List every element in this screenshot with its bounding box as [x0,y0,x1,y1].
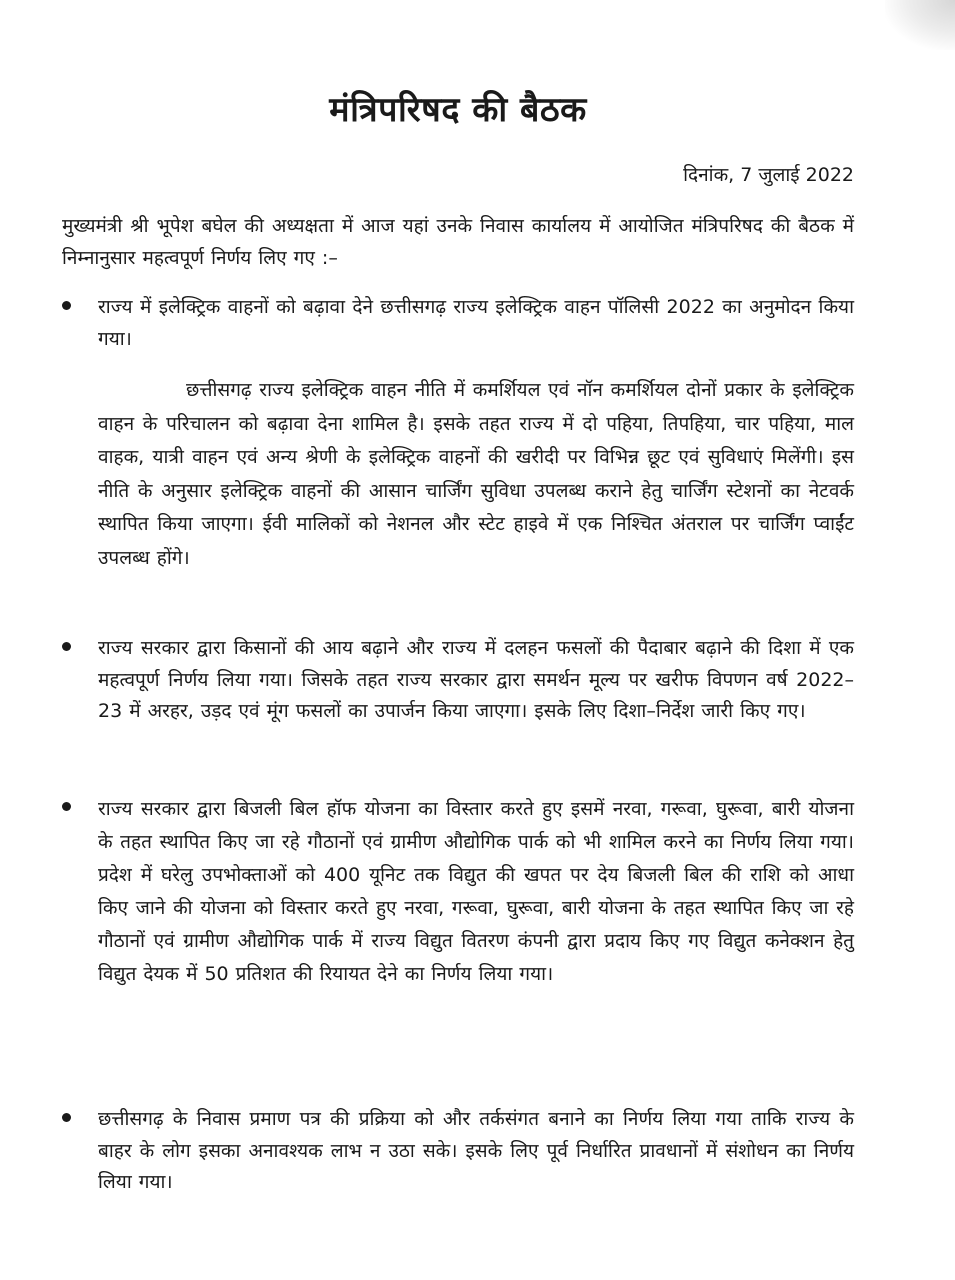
bullet-icon [62,301,71,310]
intro-paragraph: मुख्यमंत्री श्री भूपेश बघेल की अध्यक्षता में आज यहां उनके निवास कार्यालय में आयोजित मंत्रिपरिषद की बैठक में निम्नानुसार महत्वपूर्ण निर्णय लिए गए :– [62,215,854,269]
decision-item-electricity-bill-scheme [62,793,854,991]
decision-text: राज्य सरकार द्वारा बिजली बिल हॉफ योजना का विस्तार करते हुए इसमें नरवा, गरूवा, घुरूवा, बारी योजना के तहत स्थापित किए जा रहे गौठानों एवं ग्रामीण औद्योगिक पार्क को भी शामिल करने का निर्णय लिया गया। प्रदेश में घरेलु उपभोक्ताओं को 400 यूनिट तक विद्युत की खपत पर देय बिजली बिल की राशि को आधा किए जाने की योजना को विस्तार करते हुए नरवा, गरूवा, घुरूवा, बारी योजना के तहत स्थापित किए जा रहे गौठानों एवं ग्रामीण औद्योगिक पार्क में राज्य विद्युत वितरण कंपनी द्वारा प्रदाय किए गए विद्युत कनेक्शन हेतु विद्युत देयक में 50 प्रतिशत की रियायत देने का निर्णय लिया गया। [98,798,854,985]
decision-item-domicile-certificate [62,1104,854,1199]
decision-text: छत्तीसगढ़ के निवास प्रमाण पत्र की प्रक्रिया को और तर्कसंगत बनाने का निर्णय लिया गया ताकि राज्य के बाहर के लोग इसका अनावश्यक लाभ न उठा सके। इसके लिए पूर्व निर्धारित प्रावधानों में संशोधन का निर्णय लिया गया। [98,1108,854,1193]
bullet-icon [62,1113,71,1122]
page-corner-shadow [885,0,955,50]
decision-item-ev-policy [62,292,854,355]
bullet-icon [62,802,71,811]
decision-text: राज्य में इलेक्ट्रिक वाहनों को बढ़ावा देने छत्तीसगढ़ राज्य इलेक्ट्रिक वाहन पॉलिसी 2022 का अनुमोदन किया गया। [98,296,854,350]
decision-item-pulses-procurement [62,633,854,728]
decision-text: राज्य सरकार द्वारा किसानों की आय बढ़ाने और राज्य में दलहन फसलों की पैदाबार बढ़ाने की दिशा में एक महत्वपूर्ण निर्णय लिया गया। जिसके तहत राज्य सरकार द्वारा समर्थन मूल्य पर खरीफ विपणन वर्ष 2022–23 में अरहर, उड़द एवं मूंग फसलों का उपार्जन किया जाएगा। इसके लिए दिशा–निर्देश जारी किए गए। [98,637,854,722]
ev-policy-detail-paragraph: छत्तीसगढ़ राज्य इलेक्ट्रिक वाहन नीति में कमर्शियल एवं नॉन कमर्शियल दोनों प्रकार के इलेक्ट्रिक वाहन के परिचालन को बढ़ावा देना शामिल है। इसके तहत राज्य में दो पहिया, तिपहिया, चार पहिया, माल वाहक, यात्री वाहन एवं अन्य श्रेणी के इलेक्ट्रिक वाहनों की खरीदी पर विभिन्न छूट एवं सुविधाएं मिलेंगी। इस नीति के अनुसार इलेक्ट्रिक वाहनों की आसान चार्जिंग सुविधा उपलब्ध कराने हेतु चार्जिंग स्टेशनों का नेटवर्क स्थापित किया जाएगा। ईवी मालिकों को नेशनल और स्टेट हाइवे में एक निश्चित अंतराल पर चार्जिंग प्वाईंट उपलब्ध होंगे। [98,379,854,569]
bullet-icon [62,642,71,651]
document-title: मंत्रिपरिषद की बैठक [329,90,587,130]
document-date: दिनांक, 7 जुलाई 2022 [683,164,854,186]
